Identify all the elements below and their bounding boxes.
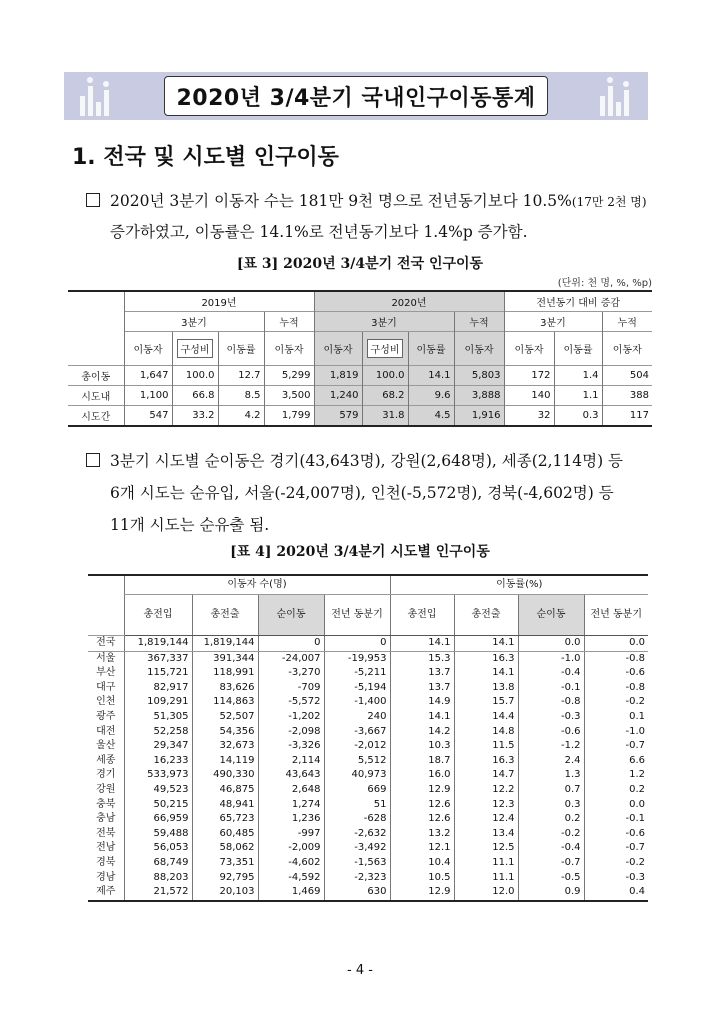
table-cell: 49,523 (124, 783, 192, 798)
table-cell: 82,917 (124, 681, 192, 696)
table-cell: -1,400 (324, 695, 390, 710)
table-cell: 11.1 (454, 871, 518, 886)
table-cell: 2.4 (518, 754, 584, 769)
table-cell: -0.4 (518, 666, 584, 681)
table-row (68, 366, 652, 386)
table-cell: 3,500 (264, 386, 314, 406)
table-cell: 1,819 (314, 366, 362, 386)
row-label: 시도내 (68, 386, 124, 406)
table-cell: 60,485 (192, 827, 258, 842)
page-title: 2020년 3/4분기 국내인구이동통계 (164, 76, 548, 116)
table-cell: 8.5 (218, 386, 264, 406)
row-label: 세종 (96, 754, 116, 766)
table-row (88, 885, 648, 901)
table-cell: 1,647 (124, 366, 172, 386)
table-cell: -0.8 (584, 681, 648, 696)
page-number: - 4 - (347, 963, 373, 978)
table-cell: -1,202 (258, 710, 324, 725)
table3-col-movers: 이동자 (454, 332, 504, 366)
table-cell: -19,953 (324, 651, 390, 666)
table-cell: 13.4 (454, 827, 518, 842)
table-row (88, 798, 648, 813)
table-cell: 56,053 (124, 841, 192, 856)
table-cell: -1,563 (324, 856, 390, 871)
table-cell: 579 (314, 406, 362, 427)
table-cell: 109,291 (124, 695, 192, 710)
table-cell: 0.0 (584, 636, 648, 652)
table-cell: 50,215 (124, 798, 192, 813)
table-cell: 65,723 (192, 812, 258, 827)
table4-col-net: 순이동 (258, 595, 324, 636)
table-cell: 2,648 (258, 783, 324, 798)
table-cell: 172 (504, 366, 554, 386)
table-cell: -2,098 (258, 725, 324, 740)
row-label: 인천 (96, 696, 116, 708)
table-cell: 114,863 (192, 695, 258, 710)
table-cell: 4.2 (218, 406, 264, 427)
table-cell: -5,211 (324, 666, 390, 681)
table-cell: 0 (258, 636, 324, 652)
para2-line2: 6개 시도는 순유입, 서울(-24,007명), 인천(-5,572명), 경북(-4,602명) 등 (110, 484, 614, 502)
table-cell: 48,941 (192, 798, 258, 813)
table-cell: 5,803 (454, 366, 504, 386)
table-cell: 13.7 (390, 666, 454, 681)
table-cell: 33.2 (172, 406, 218, 427)
para2-line3: 11개 시도는 순유출 됨. (110, 516, 270, 534)
table-cell: 117 (602, 406, 652, 427)
table-cell: 29,347 (124, 739, 192, 754)
table-cell: 0.4 (584, 885, 648, 901)
table-cell: 10.5 (390, 871, 454, 886)
row-label: 총이동 (68, 366, 124, 386)
table-cell: 10.3 (390, 739, 454, 754)
table-cell: 630 (324, 885, 390, 901)
table3-header-q3: 3분기 (124, 312, 264, 332)
table-cell: 1,819,144 (192, 636, 258, 652)
table-cell: -628 (324, 812, 390, 827)
row-label: 강원 (96, 783, 116, 795)
row-label: 경남 (96, 871, 116, 883)
row-label: 대전 (96, 725, 116, 737)
table-cell: -2,009 (258, 841, 324, 856)
table-row (88, 754, 648, 769)
table-cell: 118,991 (192, 666, 258, 681)
table-cell: -2,323 (324, 871, 390, 886)
table-cell: -24,007 (258, 651, 324, 666)
table-cell: -0.1 (584, 812, 648, 827)
table3-col-movers: 이동자 (314, 332, 362, 366)
row-label: 서울 (96, 652, 116, 664)
table-cell: 1,916 (454, 406, 504, 427)
table-cell: 100.0 (172, 366, 218, 386)
table3-col-ratio: 구성비 (367, 339, 404, 358)
row-label: 울산 (96, 740, 116, 752)
row-label: 전남 (96, 842, 116, 854)
table3 (68, 290, 652, 427)
section-title: 1. 전국 및 시도별 인구이동 (72, 145, 339, 170)
table-cell: 490,330 (192, 768, 258, 783)
table3-col-movers: 이동자 (504, 332, 554, 366)
table-row (88, 666, 648, 681)
table-cell: 66.8 (172, 386, 218, 406)
table-cell: 13.8 (454, 681, 518, 696)
table-cell: 88,203 (124, 871, 192, 886)
table-cell: 11.1 (454, 856, 518, 871)
table4 (88, 574, 648, 902)
table-cell: -0.8 (518, 695, 584, 710)
table-cell: 11.5 (454, 739, 518, 754)
table-row (88, 871, 648, 886)
table4-col-prev: 전년 동분기 (324, 595, 390, 636)
table-cell: 0 (324, 636, 390, 652)
table-cell: 13.2 (390, 827, 454, 842)
table-cell: 32,673 (192, 739, 258, 754)
row-label: 광주 (96, 710, 116, 722)
table-cell: 12.1 (390, 841, 454, 856)
table-cell: 12.0 (454, 885, 518, 901)
table-cell: 0.2 (584, 783, 648, 798)
table-cell: 1,274 (258, 798, 324, 813)
table-cell: -0.6 (518, 725, 584, 740)
table-cell: 58,062 (192, 841, 258, 856)
table-cell: 14.9 (390, 695, 454, 710)
table-cell: 16.3 (454, 651, 518, 666)
table-cell: -0.3 (584, 871, 648, 886)
table-cell: 52,507 (192, 710, 258, 725)
table-row (88, 783, 648, 798)
table-row (88, 768, 648, 783)
bar-graphic-icon (576, 72, 636, 120)
table-cell: -0.2 (584, 856, 648, 871)
table-cell: 14.4 (454, 710, 518, 725)
table-cell: 18.7 (390, 754, 454, 769)
row-label: 대구 (96, 681, 116, 693)
table-cell: 14.1 (454, 636, 518, 652)
table-cell: 12.4 (454, 812, 518, 827)
table3-header-cumulative: 누적 (264, 312, 314, 332)
para1-line1: 2020년 3분기 이동자 수는 181만 9천 명으로 전년동기보다 10.5% (110, 192, 572, 210)
table-cell: 5,299 (264, 366, 314, 386)
table-cell: 5,512 (324, 754, 390, 769)
table-cell: 20,103 (192, 885, 258, 901)
table-cell: 14.1 (454, 666, 518, 681)
table-cell: -2,012 (324, 739, 390, 754)
table4-header-rate: 이동률(%) (390, 575, 648, 595)
table3-col-movers: 이동자 (602, 332, 652, 366)
para1-note: (17만 2천 명) (571, 195, 647, 209)
table-cell: 14,119 (192, 754, 258, 769)
table-cell: 4.5 (408, 406, 454, 427)
paragraph-1 (86, 186, 656, 247)
table-cell: -0.7 (584, 739, 648, 754)
table-row (88, 681, 648, 696)
table-cell: 115,721 (124, 666, 192, 681)
table-cell: 12.6 (390, 798, 454, 813)
table-cell: 100.0 (362, 366, 408, 386)
table-cell: 0.0 (584, 798, 648, 813)
row-label: 경북 (96, 856, 116, 868)
table-row (88, 695, 648, 710)
table-cell: -0.2 (584, 695, 648, 710)
table-cell: 1,100 (124, 386, 172, 406)
table-cell: 140 (504, 386, 554, 406)
table-cell: 240 (324, 710, 390, 725)
table-cell: 12.7 (218, 366, 264, 386)
table-cell: 3,888 (454, 386, 504, 406)
table3-header-q3: 3분기 (504, 312, 602, 332)
table-cell: 6.6 (584, 754, 648, 769)
table-cell: -4,602 (258, 856, 324, 871)
table-cell: 66,959 (124, 812, 192, 827)
table3-col-movers: 이동자 (124, 332, 172, 366)
table-row (88, 710, 648, 725)
table3-caption: [표 3] 2020년 3/4분기 전국 인구이동 (236, 256, 484, 272)
table-cell: 14.7 (454, 768, 518, 783)
table-cell: 54,356 (192, 725, 258, 740)
table-cell: -1.0 (584, 725, 648, 740)
checkbox-square-icon (86, 453, 100, 467)
table-cell: -1.0 (518, 651, 584, 666)
table-cell: -0.2 (518, 827, 584, 842)
table-cell: 0.1 (584, 710, 648, 725)
table-cell: 51,305 (124, 710, 192, 725)
table-row (88, 856, 648, 871)
table-cell: 16.3 (454, 754, 518, 769)
table-cell: 14.1 (408, 366, 454, 386)
table-cell: 533,973 (124, 768, 192, 783)
table-row (88, 651, 648, 666)
table-cell: -997 (258, 827, 324, 842)
table4-col-out: 총전출 (192, 595, 258, 636)
table4-col-in: 총전입 (124, 595, 192, 636)
row-label: 전국 (88, 636, 124, 652)
table-row (88, 841, 648, 856)
row-label: 제주 (88, 885, 124, 901)
table-cell: 68,749 (124, 856, 192, 871)
table3-header-q3: 3분기 (314, 312, 454, 332)
table-cell: 21,572 (124, 885, 192, 901)
table4-corner (88, 575, 124, 636)
table4-header-movers: 이동자 수(명) (124, 575, 390, 595)
table-cell: 68.2 (362, 386, 408, 406)
table-cell: 14.8 (454, 725, 518, 740)
table-cell: 1.3 (518, 768, 584, 783)
table-cell: 12.9 (390, 885, 454, 901)
table-cell: 92,795 (192, 871, 258, 886)
table4-caption: [표 4] 2020년 3/4분기 시도별 인구이동 (230, 544, 490, 560)
table-cell: -2,632 (324, 827, 390, 842)
table-cell: 9.6 (408, 386, 454, 406)
table-cell: 504 (602, 366, 652, 386)
para2-line1: 3분기 시도별 순이동은 경기(43,643명), 강원(2,648명), 세종(2,114명) 등 (110, 452, 624, 470)
table-cell: 12.5 (454, 841, 518, 856)
table-cell: 0.2 (518, 812, 584, 827)
table-cell: 46,875 (192, 783, 258, 798)
table3-unit: (단위: 천 명, %, %p) (557, 278, 652, 289)
table3-header-cumulative: 누적 (454, 312, 504, 332)
table-row (68, 386, 652, 406)
bar-graphic-icon (76, 72, 136, 120)
title-banner (64, 72, 648, 120)
table-cell: -3,326 (258, 739, 324, 754)
table-cell: -3,492 (324, 841, 390, 856)
table-row (88, 725, 648, 740)
table-cell: -0.4 (518, 841, 584, 856)
table-cell: -0.7 (584, 841, 648, 856)
table-cell: 547 (124, 406, 172, 427)
table-cell: 12.9 (390, 783, 454, 798)
table-cell: 12.6 (390, 812, 454, 827)
table-cell: 43,643 (258, 768, 324, 783)
table-cell: 13.7 (390, 681, 454, 696)
table3-header-2019: 2019년 (124, 291, 314, 312)
table-cell: 10.4 (390, 856, 454, 871)
table-cell: 2,114 (258, 754, 324, 769)
table-row (68, 406, 652, 427)
row-label: 전북 (96, 827, 116, 839)
table4-col-prev: 전년 동분기 (584, 595, 648, 636)
table-cell: -3,270 (258, 666, 324, 681)
table-cell: -0.1 (518, 681, 584, 696)
table3-col-ratio: 구성비 (177, 339, 214, 358)
table-cell: -0.5 (518, 871, 584, 886)
table-cell: 1,469 (258, 885, 324, 901)
table-cell: 16,233 (124, 754, 192, 769)
table-cell: 40,973 (324, 768, 390, 783)
checkbox-square-icon (86, 193, 100, 207)
row-label: 충북 (96, 798, 116, 810)
table-cell: 83,626 (192, 681, 258, 696)
table-row (88, 636, 648, 652)
table-cell: 391,344 (192, 651, 258, 666)
table4-col-in: 총전입 (390, 595, 454, 636)
table-cell: -0.3 (518, 710, 584, 725)
table-cell: 52,258 (124, 725, 192, 740)
table-cell: -5,572 (258, 695, 324, 710)
table-row (88, 739, 648, 754)
table4-col-out: 총전출 (454, 595, 518, 636)
table-cell: 12.3 (454, 798, 518, 813)
table-cell: -4,592 (258, 871, 324, 886)
para1-line2: 증가하였고, 이동률은 14.1%로 전년동기보다 1.4%p 증가함. (110, 223, 528, 241)
row-label: 부산 (96, 667, 116, 679)
table-cell: 1.2 (584, 768, 648, 783)
table-cell: 669 (324, 783, 390, 798)
table3-col-rate: 이동률 (554, 332, 602, 366)
table-cell: 12.2 (454, 783, 518, 798)
table-row (88, 812, 648, 827)
table3-col-rate: 이동률 (218, 332, 264, 366)
table-cell: 59,488 (124, 827, 192, 842)
table3-header-change: 전년동기 대비 증감 (504, 291, 652, 312)
table-cell: 0.9 (518, 885, 584, 901)
table-cell: 73,351 (192, 856, 258, 871)
table-cell: 1,799 (264, 406, 314, 427)
table-cell: 1,240 (314, 386, 362, 406)
table4-col-net: 순이동 (518, 595, 584, 636)
table-cell: 51 (324, 798, 390, 813)
table-cell: -0.6 (584, 827, 648, 842)
table-cell: 388 (602, 386, 652, 406)
table-cell: 0.3 (518, 798, 584, 813)
table-cell: 31.8 (362, 406, 408, 427)
row-label: 시도간 (68, 406, 124, 427)
table-cell: 1.4 (554, 366, 602, 386)
table-cell: 32 (504, 406, 554, 427)
table-cell: 16.0 (390, 768, 454, 783)
table3-col-movers: 이동자 (264, 332, 314, 366)
table-row (88, 827, 648, 842)
row-label: 경기 (96, 769, 116, 781)
table-cell: 14.1 (390, 636, 454, 652)
table-cell: 15.3 (390, 651, 454, 666)
table-cell: 1.1 (554, 386, 602, 406)
table-cell: -3,667 (324, 725, 390, 740)
table-cell: -709 (258, 681, 324, 696)
table3-col-rate: 이동률 (408, 332, 454, 366)
row-label: 충남 (96, 813, 116, 825)
table3-header-cumulative: 누적 (602, 312, 652, 332)
table-cell: 0.3 (554, 406, 602, 427)
table-cell: -1.2 (518, 739, 584, 754)
table3-corner (68, 291, 124, 366)
table-cell: -5,194 (324, 681, 390, 696)
table-cell: 1,819,144 (124, 636, 192, 652)
table3-header-2020: 2020년 (314, 291, 504, 312)
table-cell: 0.0 (518, 636, 584, 652)
paragraph-2 (86, 445, 656, 541)
table-cell: 15.7 (454, 695, 518, 710)
table-cell: -0.7 (518, 856, 584, 871)
table-cell: 14.2 (390, 725, 454, 740)
table-cell: 14.1 (390, 710, 454, 725)
table-cell: 0.7 (518, 783, 584, 798)
table-cell: -0.8 (584, 651, 648, 666)
table-cell: 1,236 (258, 812, 324, 827)
table-cell: 367,337 (124, 651, 192, 666)
table-cell: -0.6 (584, 666, 648, 681)
